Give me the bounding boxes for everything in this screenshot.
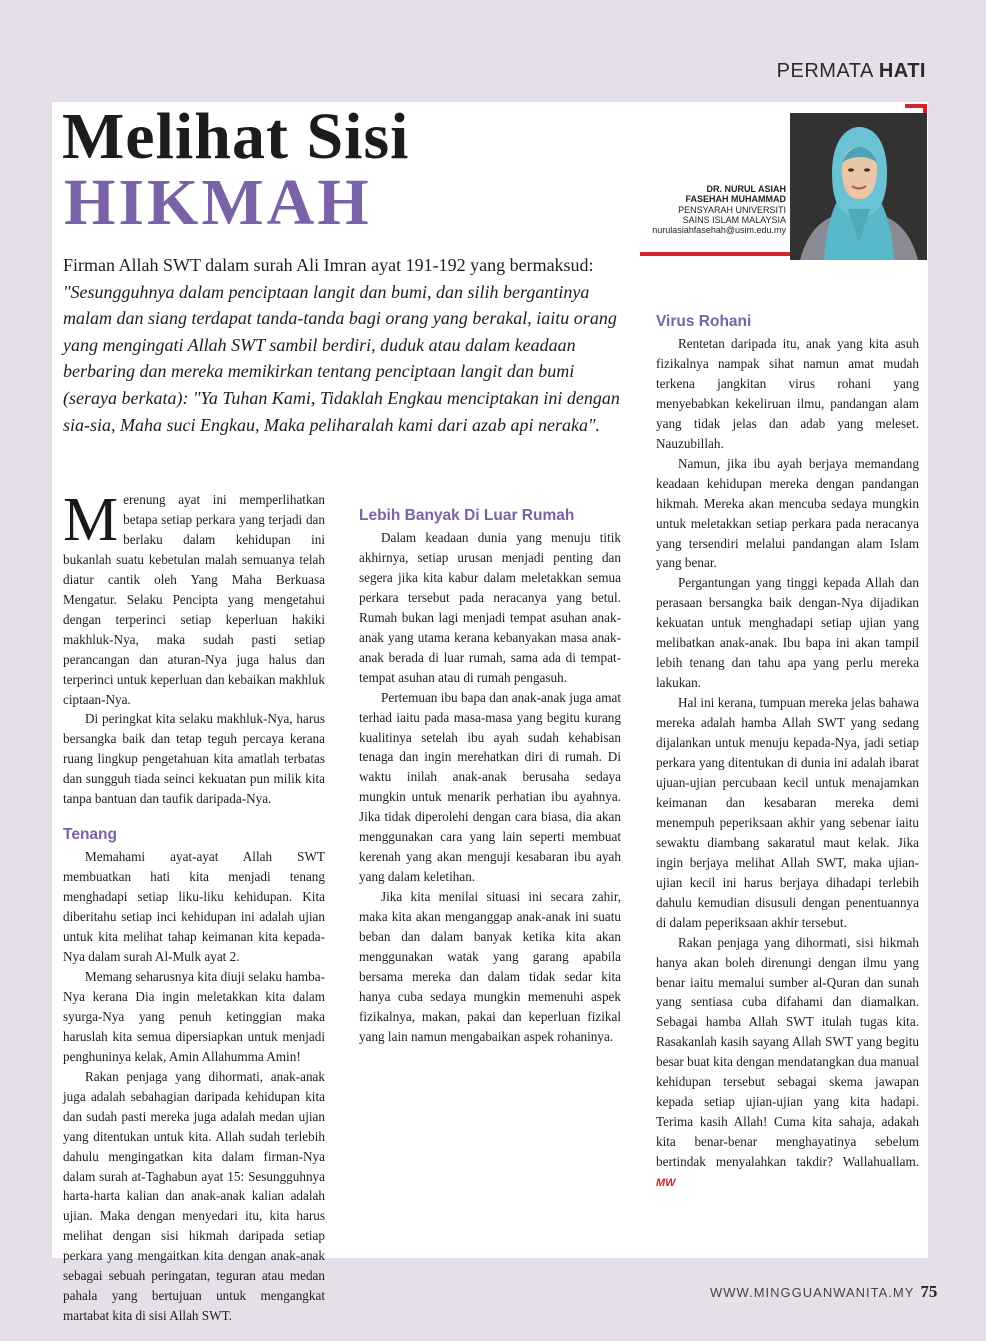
paragraph-8: Jika kita menilai situasi ini secara zahir, maka kita akan menganggap anak-anak ini suatu beban dan dalam banyak ketika kita akan menggunakan watak yang garang apabila bersama mereka dan dalam tidak sedar kita hanya cuba sedaya mungkin memenuhi aspek fizikalnya, makan, pakai dan keperluan fizikal yang lain namun mengabaikan aspek rohaninya. bbox=[359, 889, 621, 1044]
intro-lead: Firman Allah SWT dalam surah Ali Imran ayat 191-192 yang bermaksud: bbox=[63, 255, 594, 275]
paragraph-11: Pergantungan yang tinggi kepada Allah dan perasaan bersangka baik dengan-Nya dijadikan kekuatan untuk menghadapi setiap ujian yang melibatkan anak-anak. Ibu bapa ini akan tampil lebih tenang dan tahu apa yang perlu mereka lakukan. bbox=[656, 575, 919, 691]
author-name-line-1: DR. NURUL ASIAH bbox=[706, 184, 786, 194]
paragraph-9: Rentetan daripada itu, anak yang kita asuh fizikalnya nampak sihat namun amat mudah terkena jangkitan virus rohani yang menyebabkan kekeliruan ilmu, pandangan alam yang tidak jelas dan adab yang meleset. Nauzubillah. bbox=[656, 336, 919, 451]
paragraph-13-text: Rakan penjaga yang dihormati, sisi hikmah hanya akan boleh direnungi dengan ilmu yang benar iaitu memalui sumber al-Quran dan sunah yang sentiasa cuba difahami dan diamalkan. Sebagai hamba Allah SWT itulah tugas kita. Rasakanlah kasih sayang Allah SWT yang begitu besar buat kita dengan mendatangkan dua manual kehidupan tersebut sebagai skema jawapan kepada setiap ujian-ujian yang kita hadapi. Terima kasih Allah! Cuma kita sahaja, adakah kita benar-benar menghayatinya sebelum bertindak menyalahkan takdir? Wallahuallam. bbox=[656, 934, 919, 1170]
paragraph-3: Memahami ayat-ayat Allah SWT membuatkan hati kita menjadi tenang menghadapi setiap liku-liku kehidupan. Kita diberitahu setiap inci kehidupan ini adalah ujian untuk kita melihat tahap keimanan kita kepada-Nya dalam surah Al-Mulk ayat 2. bbox=[63, 849, 325, 965]
author-portrait-illustration bbox=[790, 113, 927, 260]
column-1 bbox=[63, 486, 325, 1326]
author-role-line-1: PENSYARAH UNIVERSITI bbox=[678, 204, 786, 215]
title-line-2: HIKMAH bbox=[64, 166, 372, 239]
paragraph-4: Memang seharusnya kita diuji selaku hamba-Nya kerana Dia ingin meletakkan kita dalam syurga-Nya yang penuh ketinggian maka haruslah kita semua dipersiapkan untuk menjadi penghuninya kelak, Amin Allahumma Amin! bbox=[63, 968, 325, 1064]
author-portrait bbox=[790, 113, 927, 260]
author-name-line-2: FASEHAH MUHAMMAD bbox=[685, 194, 786, 205]
author-info bbox=[576, 184, 786, 236]
section-label bbox=[777, 60, 926, 83]
intro-verse: "Sesungguhnya dalam penciptaan langit dan bumi, dan silih bergantinya malam dan siang terdapat tanda-tanda bagi orang yang berakal, iaitu orang yang mengingati Allah SWT sambil berdiri, duduk atau dalam keadaan berbaring dan mereka memikirkan tentang penciptaan langit dan bumi (seraya berkata): "Ya Tuhan Kami, Tidaklah Engkau menciptakan ini dengan sia-sia, Maha suci Engkau, Maka peliharalah kami dari azab api neraka". bbox=[63, 281, 620, 435]
section-label-bold: HATI bbox=[878, 60, 926, 82]
paragraph-6: Dalam keadaan dunia yang menuju titik akhirnya, setiap urusan menjadi penting dan segera jika kita kabur dalam meletakkan semua perkara tersebut pada neracanya yang betul. Rumah bukan lagi menjadi tempat asuhan anak-anak yang utama kerana kebanyakan masa anak-anak berada di luar rumah, sama ada di tempat-tempat asuhan atau di rumah pengasuh. bbox=[359, 530, 621, 685]
author-email[interactable]: nurulasiahfasehah@usim.edu.my bbox=[652, 225, 786, 236]
column-2 bbox=[359, 490, 621, 1047]
paragraph-12: Hal ini kerana, tumpuan mereka jelas bahawa mereka adalah hamba Allah SWT yang sedang dijalankan untuk menuju kepada-Nya, jadi setiap perkara yang ditentukan di dunia ini adalah ibarat ujuan-ujian percubaan kecil untuk menajamkan keimanan dan kesabaran mereka demi menempuh peperiksaan akhir yang sebenar iaitu sewaktu diambang sakaratul maut kelak. Jika ingin berjaya melihat Allah SWT, maka ujian-ujian kecil ini harus berjaya dihadapi terlebih dahulu kemudian disusuli dengan penentuannya di dalam peperiksaan akhir tersebut. bbox=[656, 695, 919, 930]
author-role-line-2: SAINS ISLAM MALAYSIA bbox=[682, 215, 786, 226]
paragraph-10: Namun, jika ibu ayah berjaya memandang keadaan kehidupan mereka dengan pandangan hikmah. Mereka akan mencuba sedaya mungkin untuk meletakkan setiap perkara pada neracanya yang tersendiri melalui pandangan alam Islam yang benar. bbox=[656, 455, 919, 571]
end-mark-logo: MW bbox=[656, 1177, 676, 1190]
red-rule bbox=[640, 252, 790, 256]
intro-quote bbox=[63, 252, 631, 438]
drop-cap: M bbox=[63, 486, 119, 554]
heading-lebih-banyak: Lebih Banyak Di Luar Rumah bbox=[359, 507, 575, 524]
paragraph-7: Pertemuan ibu bapa dan anak-anak juga amat terhad iaitu pada masa-masa yang begitu kurang kualitinya setelah ibu ayah sudah kehabisan tenaga dan ingin merehatkan diri di rumah. Di waktu inilah anak-anak berusaha sedaya mungkin untuk menarik perhatian ibu ayahnya. Jika tidak diperolehi dengan cara biasa, dia akan menggunakan cara yang lain seperti membuat kerenah yang akan menguji kesabaran ibu ayah yang dalam keletihan. bbox=[359, 689, 621, 885]
page-footer bbox=[710, 1282, 937, 1302]
footer-url[interactable]: WWW.MINGGUANWANITA.MY bbox=[710, 1285, 915, 1300]
heading-tenang: Tenang bbox=[63, 826, 117, 844]
section-label-regular: PERMATA bbox=[776, 60, 879, 82]
paragraph-2: Di peringkat kita selaku makhluk-Nya, harus bersangka baik dan tetap teguh percaya kerana ruang lingkup pengetahuan kita amatlah terbatas dan sungguh tiada seinci kekuatan pun milik kita tanpa bantuan dan taufik daripada-Nya. bbox=[63, 711, 325, 807]
column-3 bbox=[656, 312, 919, 1194]
title-line-1: Melihat Sisi bbox=[62, 100, 410, 173]
paragraph-1-text: erenung ayat ini memperlihatkan betapa setiap perkara yang terjadi dan berlaku dalam kehidupan ini bukanlah suatu kebetulan malah semuanya telah diatur cantik oleh Yang Maha Berkuasa Mengatur. Selaku Pencipta yang mengetahui dengan terperinci setiap keperluan hakiki makhluk-Nya, maka sudah pasti setiap perancangan dan aturan-Nya juga halus dan terperinci untuk keperluan dan kebaikan makhluk ciptaan-Nya. bbox=[63, 492, 325, 707]
page-number: 75 bbox=[920, 1282, 938, 1301]
paragraph-1 bbox=[63, 486, 325, 709]
paragraph-5: Rakan penjaga yang dihormati, anak-anak juga adalah sebahagian daripada kehidupan kita dan sudah pasti mereka juga adalah medan ujian yang ditentukan untuk kita. Allah sudah terlebih dahulu mengingatkan kita dalam firman-Nya dalam surah at-Taghabun ayat 15: Sesungguhnya harta-harta kalian dan anak-anak kalian adalah ujian. Maka dengan menyedari itu, kita harus melihat dengan sisi hikmah daripada setiap perkara yang mengaitkan kita dengan anak-anak sebagai sebuah peringatan, teguran atau medan pahala yang bertujuan untuk mengangkat martabat kita di sisi Allah SWT. bbox=[63, 1068, 325, 1324]
paragraph-13 bbox=[656, 933, 919, 1194]
heading-virus-rohani: Virus Rohani bbox=[656, 313, 752, 330]
